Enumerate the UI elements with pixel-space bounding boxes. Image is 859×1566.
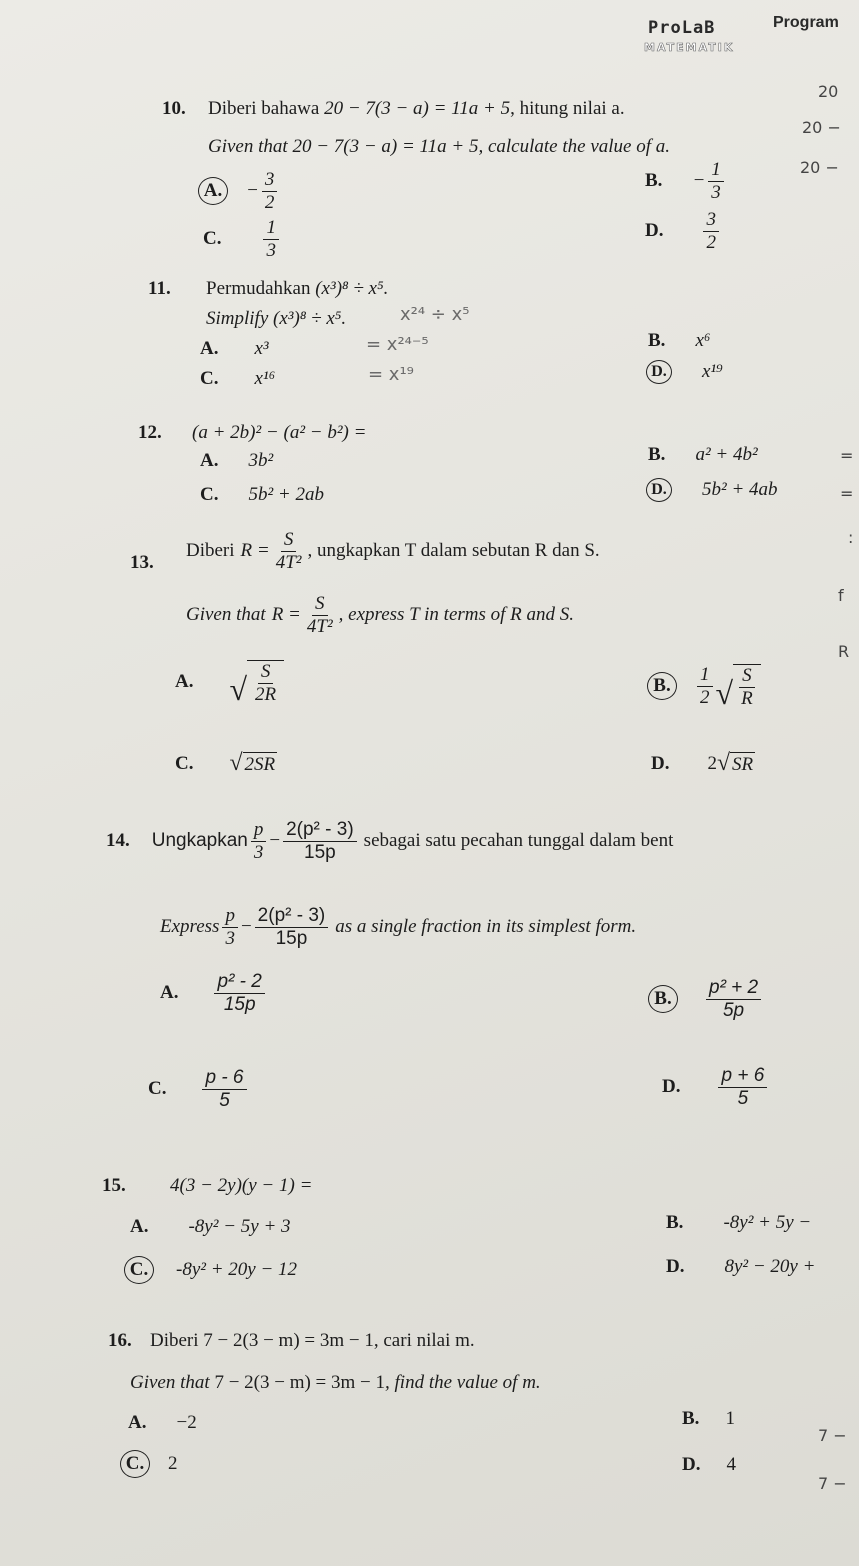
option-c[interactable]: C. $\frac{p - 6}{5}$ (148, 1068, 250, 1111)
handwritten-note: 20 − (802, 118, 841, 137)
question-number: 15. (102, 1175, 126, 1196)
handwritten-note: 20 (818, 82, 839, 101)
question-text-english: Express $\frac{p}{3}$ − $\frac{\text{2(p² - 3)}}{15p}$ as a single fraction in its simplest form. (160, 905, 637, 949)
option-a[interactable]: A. −2 (128, 1412, 197, 1433)
square-root: √ $\frac{S}{2R}$ (229, 660, 284, 705)
option-d[interactable]: D. $\frac{p + 6}{5}$ (662, 1066, 770, 1109)
handwritten-note: 7 − (818, 1426, 847, 1445)
option-c[interactable]: C. -8y² + 20y − 12 (124, 1256, 297, 1284)
question-number: 14. (106, 830, 130, 852)
fraction: $\frac{\text{2(p² - 3)}}{15p}$ (283, 820, 357, 863)
option-d[interactable]: D. 8y² − 20y + (666, 1256, 816, 1277)
square-root: √ 2SR (229, 750, 276, 777)
option-c[interactable]: C. 2 (120, 1450, 178, 1478)
handwritten-note: = (840, 484, 854, 503)
equation: 7 − 2(3 − m) = 3m − 1 (203, 1330, 374, 1351)
option-letter-circled: C. (124, 1256, 154, 1284)
fraction: $\frac{S}{\text{4T²}}$ (275, 529, 302, 573)
question-number: 10. (162, 98, 186, 119)
program-label: Program (773, 14, 839, 31)
equation: 7 − 2(3 − m) = 3m − 1 (214, 1372, 386, 1393)
option-b[interactable]: B. 1 (682, 1408, 735, 1429)
option-d[interactable]: D. $\frac{3}{2}$ (645, 210, 722, 253)
handwritten-note: : (848, 528, 854, 547)
square-root: √ $\frac{S}{R}$ (716, 664, 761, 709)
brand-logo: ProLaB (648, 18, 716, 38)
fraction: $\frac{S}{\text{4T²}}$ (306, 593, 333, 637)
option-a[interactable]: A. − $\frac{3}{2}$ (198, 170, 280, 213)
equation: 20 − 7(3 − a) = 11a + 5 (292, 136, 479, 157)
option-c[interactable]: C. √ 2SR (175, 750, 276, 777)
equation: 20 − 7(3 − a) = 11a + 5 (324, 98, 511, 119)
option-letter-circled: B. (648, 985, 678, 1013)
square-root: √ SR (716, 750, 754, 777)
option-d[interactable]: D. x¹⁹ (646, 360, 723, 384)
option-letter-circled: D. (646, 360, 672, 384)
option-b[interactable]: B. x⁶ (648, 330, 711, 351)
handwritten-work: x²⁴ ÷ x⁵ (400, 304, 470, 325)
expression: (x³)⁸ ÷ x⁵. (315, 278, 389, 299)
question-text-english: Given that 20 − 7(3 − a) = 11a + 5, calculate the value of a. (208, 136, 670, 157)
option-letter-circled: D. (646, 478, 672, 502)
option-b[interactable]: B. $\frac{\text{p² + 2}}{5p}$ (648, 978, 764, 1021)
fraction: $\frac{1}{3}$ (708, 160, 724, 203)
option-d[interactable]: D. 5b² + 4ab (646, 478, 778, 502)
question-text-malay: Diberi 7 − 2(3 − m) = 3m − 1, cari nilai m. (150, 1330, 475, 1351)
option-c[interactable]: C. 5b² + 2ab (200, 484, 325, 505)
question-text-malay: Diberi bahawa 20 − 7(3 − a) = 11a + 5, hitung nilai a. (208, 98, 625, 119)
option-letter-circled: B. (647, 672, 677, 700)
option-b[interactable]: B. a² + 4b² (648, 444, 758, 465)
handwritten-note: R (838, 642, 850, 661)
fraction: $\frac{3}{2}$ (703, 210, 719, 253)
option-b[interactable]: B. -8y² + 5y − (666, 1212, 812, 1233)
handwritten-note: = (840, 446, 854, 465)
brand-subtitle: MATEMATIK (644, 41, 735, 54)
question-text-malay: Diberi R = $\frac{S}{\text{4T²}}$ , ungkapkan T dalam sebutan R dan S. (186, 529, 600, 573)
option-b[interactable]: B. − $\frac{1}{3}$ (645, 160, 727, 203)
option-letter-circled: C. (120, 1450, 150, 1478)
option-d[interactable]: D. 4 (682, 1454, 736, 1475)
fraction: $\frac{p}{3}$ (222, 906, 238, 949)
question-number: 16. (108, 1330, 132, 1351)
expression: (x³)⁸ ÷ x⁵. (273, 308, 347, 329)
question-text-english: Simplify (x³)⁸ ÷ x⁵. (206, 308, 347, 329)
fraction: $\frac{1}{3}$ (263, 218, 279, 261)
handwritten-work: = x²⁴⁻⁵ (366, 334, 429, 355)
expression: (a + 2b)² − (a² − b²) = (192, 422, 367, 443)
question-number: 12. (138, 422, 162, 443)
option-d[interactable]: D. 2 √ SR (651, 750, 754, 777)
question-text-malay: Permudahkan (x³)⁸ ÷ x⁵. (206, 278, 389, 299)
option-a[interactable]: A. x³ (200, 338, 269, 359)
option-a[interactable]: A. √ $\frac{S}{2R}$ (175, 660, 284, 705)
option-a[interactable]: A. $\frac{\text{p² - 2}}{15p}$ (160, 972, 268, 1015)
handwritten-note: 7 − (818, 1474, 847, 1493)
question-text-english: Given that 7 − 2(3 − m) = 3m − 1, find the value of m. (130, 1372, 541, 1393)
fraction: $\frac{\text{2(p² - 3)}}{15p}$ (255, 906, 329, 949)
handwritten-note: 20 − (800, 158, 839, 177)
question-text-english: Given that R = $\frac{S}{\text{4T²}}$ , express T in terms of R and S. (186, 593, 575, 637)
question-text-malay: 14. Ungkapkan $\frac{p}{3}$ − $\frac{\text{2(p² - 3)}}{15p}$ sebagai satu pecahan tunggal dalam bent (106, 819, 674, 863)
option-a[interactable]: A. -8y² − 5y + 3 (130, 1216, 291, 1237)
handwritten-note: f (838, 586, 844, 605)
question-number: 13. (130, 552, 154, 573)
fraction: $\frac{p}{3}$ (251, 820, 267, 863)
expression: 4(3 − 2y)(y − 1) = (170, 1175, 313, 1196)
question-number: 11. (148, 278, 171, 299)
option-b[interactable]: B. $\frac{1}{2}$ √ $\frac{S}{R}$ (647, 664, 761, 709)
option-c[interactable]: C. x¹⁶ (200, 368, 276, 389)
option-letter-circled: A. (198, 177, 228, 205)
option-a[interactable]: A. 3b² (200, 450, 274, 471)
handwritten-work: = x¹⁹ (368, 364, 414, 385)
option-c[interactable]: C. $\frac{1}{3}$ (203, 218, 282, 261)
fraction: $\frac{3}{2}$ (262, 170, 278, 213)
